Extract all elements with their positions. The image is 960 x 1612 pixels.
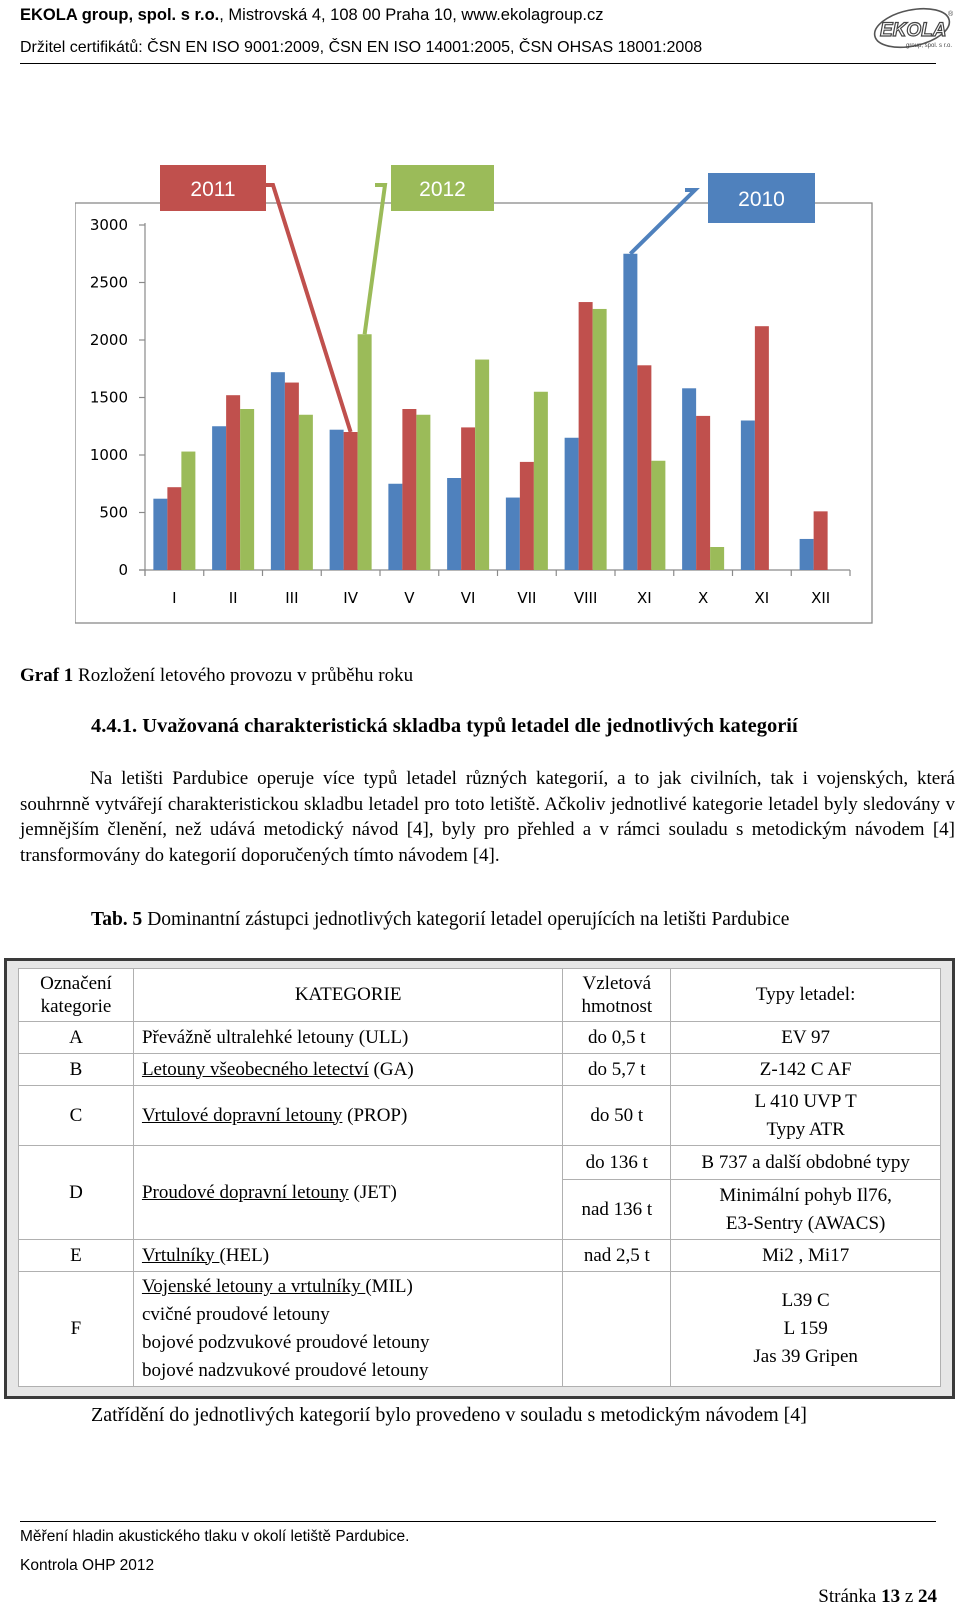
table-row-c: [19, 1086, 941, 1146]
bar-2010: [212, 426, 226, 570]
bar-2011: [755, 326, 769, 570]
row-f-weight: [563, 1272, 671, 1387]
table-row-e: [19, 1240, 941, 1272]
legend-label-2011: 2011: [190, 178, 236, 201]
bar-2011: [285, 383, 299, 570]
x-tick-label: III: [285, 589, 299, 607]
table-header-row: [19, 969, 941, 1022]
table-caption: [91, 909, 789, 931]
x-tick-label: XI: [754, 589, 770, 607]
bar-2010: [682, 388, 696, 570]
bar-2010: [447, 478, 461, 570]
table-caption-text: Dominantní zástupci jednotlivých kategorií letadel operujících na letišti Pardubice: [142, 909, 790, 930]
row-d-types-2: Minimální pohyb Il76, E3-Sentry (AWACS): [671, 1180, 941, 1240]
svg-text:group, spol. s r.o.: group, spol. s r.o.: [906, 43, 953, 49]
x-tick-label: XI: [637, 589, 652, 607]
bar-2012: [534, 392, 548, 570]
body-paragraph: [20, 766, 955, 868]
bar-2011: [814, 511, 828, 570]
bar-2010: [153, 499, 167, 570]
table-row-a: [19, 1022, 941, 1054]
bar-2012: [358, 334, 372, 570]
bar-2010: [388, 484, 402, 570]
table-row-f: [19, 1272, 941, 1387]
row-a-category: Převážně ultralehké letouny (ULL): [133, 1022, 562, 1054]
y-tick-label: 2500: [89, 273, 128, 292]
bar-2011: [520, 462, 534, 570]
bar-2012: [181, 452, 195, 570]
header-types: Typy letadel:: [671, 969, 941, 1022]
row-d-category: Proudové dopravní letouny (JET): [133, 1146, 562, 1240]
page-number: Stránka 13 z 24: [818, 1586, 937, 1607]
y-tick-label: 0: [118, 561, 128, 579]
footer-subtitle: Kontrola OHP 2012: [20, 1557, 155, 1574]
table-caption-number: Tab. 5: [91, 909, 143, 930]
bar-2011: [637, 365, 651, 570]
row-b-weight: do 5,7 t: [563, 1054, 671, 1086]
x-tick-label: I: [172, 589, 177, 607]
classification-note: Zatřídění do jednotlivých kategorií bylo provedeno v souladu s metodickým návodem [4]: [91, 1404, 807, 1426]
bar-2011: [461, 427, 475, 570]
svg-text:®: ®: [948, 11, 954, 18]
bar-2011: [226, 395, 240, 570]
company-name: EKOLA group, spol. s r.o.: [20, 6, 220, 24]
bar-2011: [579, 302, 593, 570]
bar-2012: [475, 360, 489, 570]
header-category: KATEGORIE: [133, 969, 562, 1022]
y-tick-label: 1500: [89, 388, 128, 407]
bar-2010: [741, 421, 755, 571]
row-b-code: B: [19, 1054, 134, 1086]
header-divider: [20, 63, 936, 64]
x-tick-label: IV: [343, 589, 358, 607]
bar-2010: [623, 254, 637, 570]
row-a-code: A: [19, 1022, 134, 1054]
bar-2011: [167, 487, 181, 570]
y-tick-label: 3000: [89, 216, 128, 234]
x-tick-label: VI: [460, 589, 476, 607]
row-d-weight-1: do 136 t: [563, 1146, 671, 1180]
bar-2010: [506, 498, 520, 570]
row-d-weight-2: nad 136 t: [563, 1180, 671, 1240]
row-c-weight: do 50 t: [563, 1086, 671, 1146]
legend-label-2012: 2012: [419, 178, 466, 201]
row-a-weight: do 0,5 t: [563, 1022, 671, 1054]
bar-2010: [565, 438, 579, 570]
y-tick-label: 2000: [89, 331, 128, 349]
row-d-code: D: [19, 1146, 134, 1240]
x-tick-label: V: [404, 589, 415, 607]
x-tick-label: XII: [811, 589, 831, 607]
row-d-types-1: B 737 a další obdobné typy: [671, 1146, 941, 1180]
row-e-weight: nad 2,5 t: [563, 1240, 671, 1272]
bar-2012: [651, 461, 665, 570]
row-f-types: L39 C L 159 Jas 39 Gripen: [671, 1272, 941, 1387]
row-e-types: Mi2 , Mi17: [671, 1240, 941, 1272]
bar-2010: [800, 539, 814, 570]
row-b-category: Letouny všeobecného letectví (GA): [133, 1054, 562, 1086]
bar-2012: [299, 415, 313, 570]
bar-2011: [402, 409, 416, 570]
bar-2012: [593, 309, 607, 570]
row-e-code: E: [19, 1240, 134, 1272]
chart-caption-number: Graf 1: [20, 665, 74, 686]
x-tick-label: VII: [517, 589, 537, 607]
svg-text:EKOLA: EKOLA: [880, 20, 947, 41]
row-c-category: Vrtulové dopravní letouny (PROP): [133, 1086, 562, 1146]
aircraft-category-table: [18, 968, 941, 1387]
footer-divider: [20, 1521, 936, 1522]
header-company-line: [20, 6, 604, 25]
bar-2010: [330, 430, 344, 570]
bar-2012: [710, 547, 724, 570]
row-b-types: Z-142 C AF: [671, 1054, 941, 1086]
bar-2012: [416, 415, 430, 570]
ekola-logo: [866, 4, 956, 54]
header-code: Označení kategorie: [19, 969, 134, 1022]
row-c-types: L 410 UVP T Typy ATR: [671, 1086, 941, 1146]
row-c-code: C: [19, 1086, 134, 1146]
y-tick-label: 500: [99, 503, 128, 522]
footer-document-title: Měření hladin akustického tlaku v okolí letiště Pardubice.: [20, 1528, 410, 1545]
x-tick-label: X: [697, 589, 709, 607]
bar-2012: [240, 409, 254, 570]
y-tick-label: 1000: [89, 446, 128, 464]
company-address: , Mistrovská 4, 108 00 Praha 10, www.ekolagroup.cz: [219, 6, 604, 24]
x-tick-label: VIII: [573, 589, 598, 607]
table-row-b: [19, 1054, 941, 1086]
row-a-types: EV 97: [671, 1022, 941, 1054]
chart-caption: [20, 665, 413, 687]
bar-2011: [344, 432, 358, 570]
header-certificates: Držitel certifikátů: ČSN EN ISO 9001:2009, ČSN EN ISO 14001:2005, ČSN OHSAS 18001:2008: [20, 39, 703, 56]
flight-traffic-chart: [75, 165, 880, 627]
bar-2010: [271, 372, 285, 570]
table-row-d1: [19, 1146, 941, 1180]
row-f-category: Vojenské letouny a vrtulníky (MIL) cvičné proudové letouny bojové podzvukové proudové letouny bojové nadzvukové proudové letouny: [133, 1272, 562, 1387]
header-weight: Vzletová hmotnost: [563, 969, 671, 1022]
x-tick-label: II: [228, 589, 238, 607]
row-e-category: Vrtulníky (HEL): [133, 1240, 562, 1272]
bar-2011: [696, 416, 710, 570]
legend-label-2010: 2010: [738, 188, 785, 211]
chart-caption-text: Rozložení letového provozu v průběhu roku: [73, 665, 414, 686]
section-title: 4.4.1. Uvažovaná charakteristická skladba typů letadel dle jednotlivých kategorií: [91, 715, 798, 737]
row-f-code: F: [19, 1272, 134, 1387]
body-paragraph-text: Na letišti Pardubice operuje více typů letadel různých kategorií, a to jak civilních, tak i vojenských, která souhrnně vytvářejí charakteristickou skladbu letadel pro toto letiště. Ačkoliv jednotlivé kategorie letadel byly sledovány v jemnějším členění, než udává metodický návod [4], byly pro přehled a v rámci souladu s metodickým návodem [4] transformovány do kategorií doporučených tímto návodem [4].: [20, 768, 955, 866]
aircraft-category-table-frame: [4, 958, 955, 1399]
